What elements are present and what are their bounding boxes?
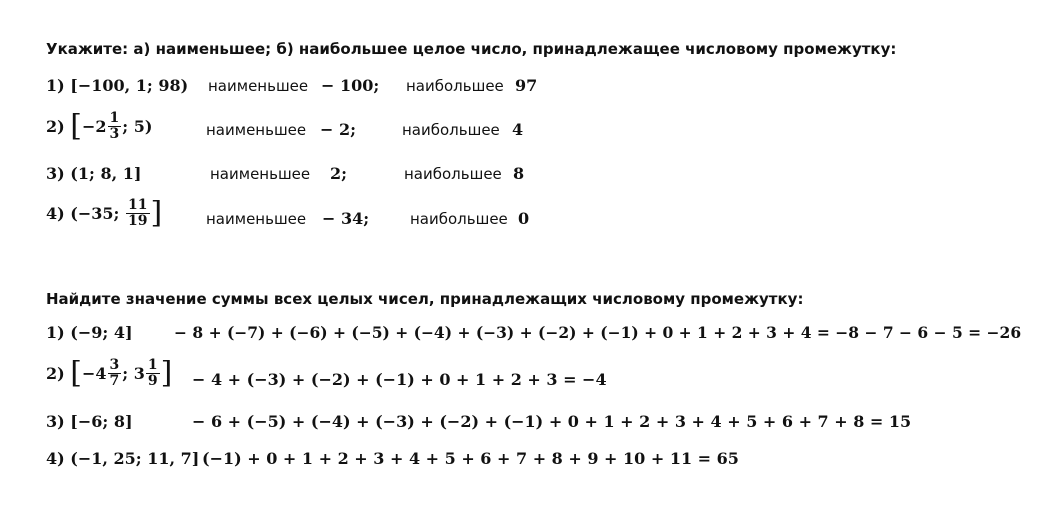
interval: 3) (1; 8, 1] <box>46 164 142 183</box>
section2-heading: Найдите значение суммы всех целых чисел, принадлежащих числовому промежутку: <box>46 290 804 308</box>
min-value: − 2; <box>320 120 357 139</box>
min-value: − 34; <box>322 209 370 228</box>
max-value: 8 <box>513 164 525 183</box>
interval: 2) [−4 $\frac{3}{7}$ ; 3 $\frac{1}{9}$ ] <box>46 355 173 391</box>
interval: 1) [−100, 1; 98) <box>46 76 189 95</box>
sum-expression: (−1) + 0 + 1 + 2 + 3 + 4 + 5 + 6 + 7 + 8 + 9 + 10 + 11 = 65 <box>202 449 739 468</box>
max-label: наибольшее <box>410 210 508 228</box>
interval: 4) (−35; $\frac{11}{19}$ ] <box>46 195 163 231</box>
interval: 2) [−2 $\frac{1}{3}$ ; 5) <box>46 108 153 144</box>
interval: 3) [−6; 8] <box>46 412 133 431</box>
min-label: наименьшее <box>208 77 309 95</box>
min-label: наименьшее <box>206 121 307 139</box>
interval: 1) (−9; 4] <box>46 323 133 342</box>
min-label: наименьшее <box>210 165 311 183</box>
sum-expression: − 4 + (−3) + (−2) + (−1) + 0 + 1 + 2 + 3 = −4 <box>192 370 607 389</box>
max-value: 97 <box>515 76 538 95</box>
max-label: наибольшее <box>402 121 500 139</box>
max-label: наибольшее <box>404 165 502 183</box>
interval: 4) (−1, 25; 11, 7] <box>46 449 200 468</box>
max-value: 4 <box>512 120 524 139</box>
min-value: − 100; <box>321 76 380 95</box>
section1-heading: Укажите: а) наименьшее; б) наибольшее целое число, принадлежащее числовому промежутку: <box>46 40 897 58</box>
max-value: 0 <box>518 209 530 228</box>
sum-expression: − 8 + (−7) + (−6) + (−5) + (−4) + (−3) + (−2) + (−1) + 0 + 1 + 2 + 3 + 4 = −8 − 7 − 6 − 5 = −26 <box>174 323 1022 342</box>
max-label: наибольшее <box>406 77 504 95</box>
min-value: 2; <box>330 164 348 183</box>
sum-expression: − 6 + (−5) + (−4) + (−3) + (−2) + (−1) + 0 + 1 + 2 + 3 + 4 + 5 + 6 + 7 + 8 = 15 <box>192 412 912 431</box>
min-label: наименьшее <box>206 210 307 228</box>
